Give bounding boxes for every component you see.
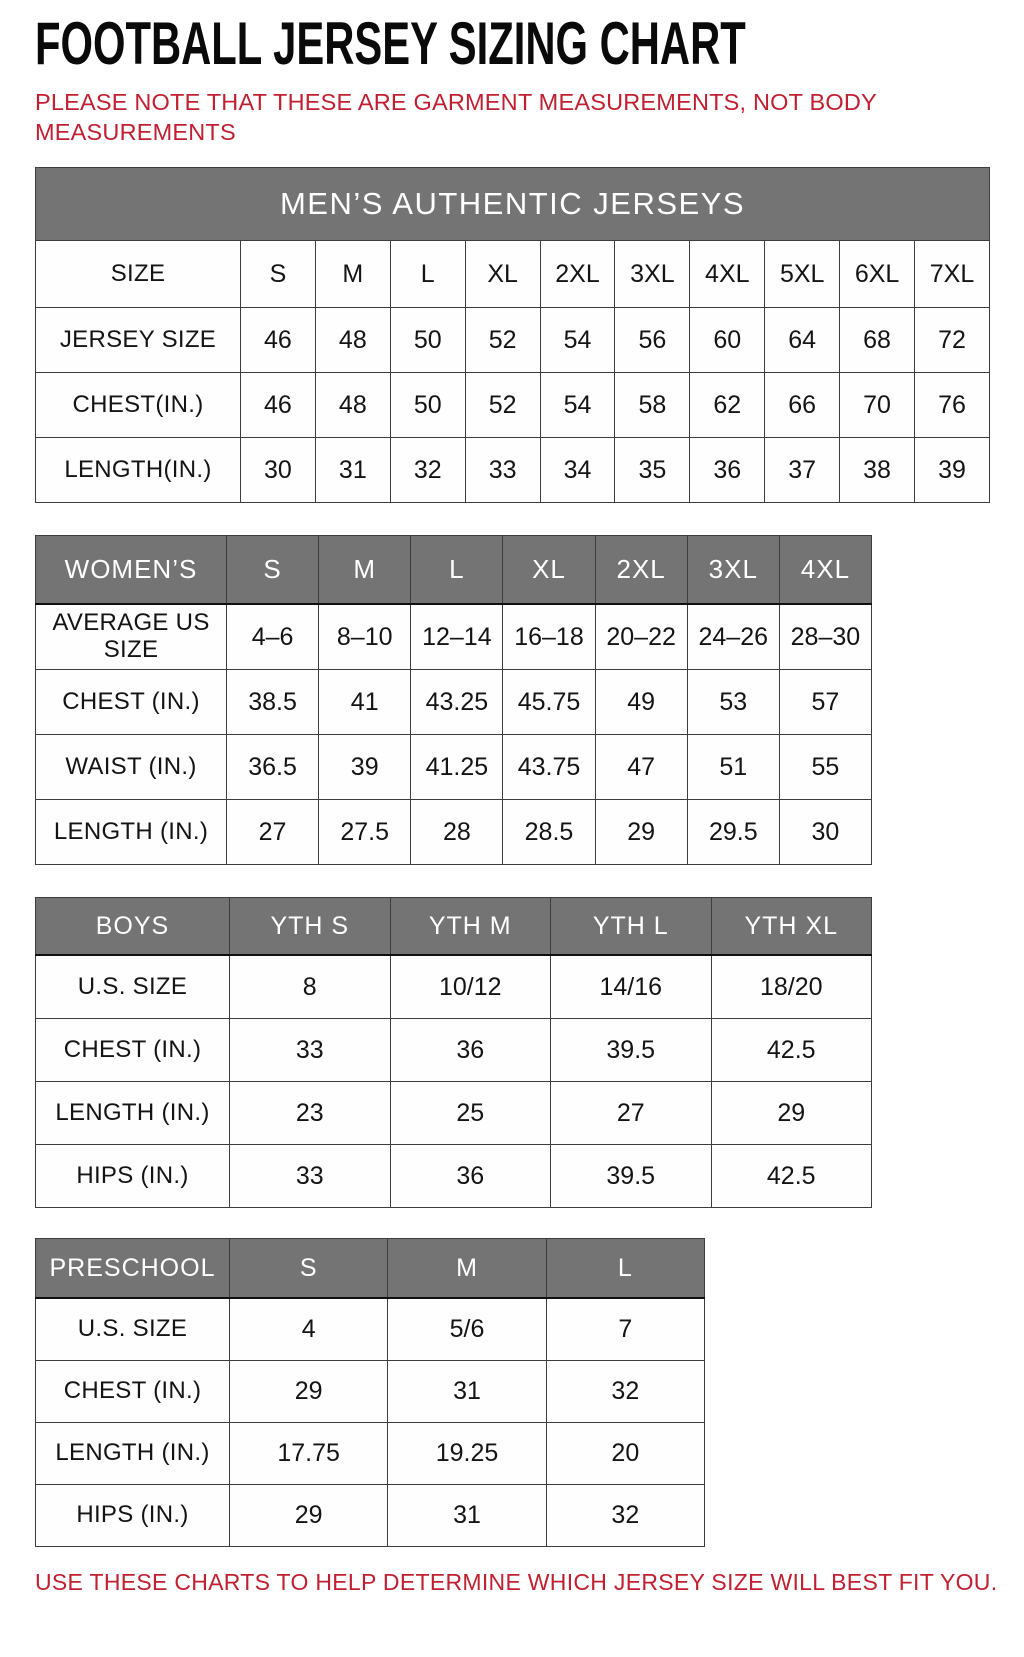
mens-row-label: CHEST(IN.) <box>36 373 241 438</box>
boys-row-label: CHEST (IN.) <box>36 1019 230 1082</box>
womens-value-cell: 41.25 <box>411 735 503 800</box>
mens-row <box>36 241 990 308</box>
page-title: FOOTBALL JERSEY SIZING CHART <box>35 9 746 78</box>
mens-value-cell: M <box>315 241 390 308</box>
preschool-column-header: M <box>388 1239 546 1299</box>
womens-row-label: AVERAGE US SIZE <box>36 604 227 670</box>
womens-value-cell: 16–18 <box>503 604 595 670</box>
womens-row <box>36 735 872 800</box>
womens-column-header: XL <box>503 536 595 605</box>
boys-row-label: U.S. SIZE <box>36 955 230 1019</box>
mens-value-cell: 70 <box>840 373 915 438</box>
mens-value-cell: XL <box>465 241 540 308</box>
womens-value-cell: 47 <box>595 735 687 800</box>
mens-value-cell: 32 <box>390 438 465 503</box>
preschool-sizing-table <box>35 1238 705 1547</box>
boys-value-cell: 10/12 <box>390 955 551 1019</box>
garment-measurements-note: PLEASE NOTE THAT THESE ARE GARMENT MEASUREMENTS, NOT BODY MEASUREMENTS <box>35 89 877 145</box>
preschool-value-cell: 31 <box>388 1485 546 1547</box>
womens-row-label: WAIST (IN.) <box>36 735 227 800</box>
mens-value-cell: 66 <box>765 373 840 438</box>
boys-value-cell: 33 <box>230 1145 391 1208</box>
womens-value-cell: 12–14 <box>411 604 503 670</box>
mens-value-cell: 46 <box>241 308 316 373</box>
boys-value-cell: 23 <box>230 1082 391 1145</box>
womens-column-header: 4XL <box>779 536 871 605</box>
womens-row <box>36 670 872 735</box>
boys-row <box>36 1082 872 1145</box>
boys-value-cell: 18/20 <box>711 955 872 1019</box>
womens-value-cell: 51 <box>687 735 779 800</box>
womens-value-cell: 8–10 <box>319 604 411 670</box>
boys-row <box>36 1019 872 1082</box>
boys-row-label: HIPS (IN.) <box>36 1145 230 1208</box>
mens-value-cell: 4XL <box>690 241 765 308</box>
mens-value-cell: 72 <box>915 308 990 373</box>
womens-row-label: LENGTH (IN.) <box>36 800 227 865</box>
mens-authentic-jerseys-table <box>35 167 990 503</box>
womens-value-cell: 28–30 <box>779 604 871 670</box>
womens-header-row <box>36 536 872 605</box>
preschool-header-row <box>36 1239 705 1299</box>
preschool-column-header: L <box>546 1239 704 1299</box>
womens-value-cell: 43.75 <box>503 735 595 800</box>
mens-row <box>36 438 990 503</box>
preschool-row <box>36 1298 705 1361</box>
womens-column-header: M <box>319 536 411 605</box>
womens-value-cell: 57 <box>779 670 871 735</box>
womens-sizing-table <box>35 535 872 865</box>
boys-row <box>36 1145 872 1208</box>
womens-column-header: 3XL <box>687 536 779 605</box>
womens-value-cell: 38.5 <box>227 670 319 735</box>
boys-value-cell: 42.5 <box>711 1019 872 1082</box>
preschool-value-cell: 29 <box>230 1361 388 1423</box>
womens-value-cell: 41 <box>319 670 411 735</box>
womens-column-header: 2XL <box>595 536 687 605</box>
womens-header-label: WOMEN’S <box>36 536 227 605</box>
preschool-value-cell: 32 <box>546 1485 704 1547</box>
boys-header-label: BOYS <box>36 898 230 956</box>
mens-value-cell: 60 <box>690 308 765 373</box>
boys-value-cell: 36 <box>390 1145 551 1208</box>
mens-value-cell: 36 <box>690 438 765 503</box>
boys-column-header: YTH XL <box>711 898 872 956</box>
mens-row-label: JERSEY SIZE <box>36 308 241 373</box>
womens-value-cell: 49 <box>595 670 687 735</box>
mens-value-cell: 34 <box>540 438 615 503</box>
mens-banner: MEN’S AUTHENTIC JERSEYS <box>36 168 990 241</box>
mens-row-label: SIZE <box>36 241 241 308</box>
mens-row <box>36 308 990 373</box>
mens-value-cell: 56 <box>615 308 690 373</box>
mens-value-cell: 52 <box>465 308 540 373</box>
mens-value-cell: 37 <box>765 438 840 503</box>
womens-value-cell: 29.5 <box>687 800 779 865</box>
womens-value-cell: 39 <box>319 735 411 800</box>
footer-note: USE THESE CHARTS TO HELP DETERMINE WHICH JERSEY SIZE WILL BEST FIT YOU. <box>35 1569 998 1596</box>
mens-value-cell: 64 <box>765 308 840 373</box>
preschool-row-label: HIPS (IN.) <box>36 1485 230 1547</box>
mens-value-cell: 38 <box>840 438 915 503</box>
preschool-row <box>36 1361 705 1423</box>
womens-value-cell: 29 <box>595 800 687 865</box>
preschool-value-cell: 7 <box>546 1298 704 1361</box>
boys-value-cell: 39.5 <box>551 1019 712 1082</box>
womens-value-cell: 27 <box>227 800 319 865</box>
mens-value-cell: 31 <box>315 438 390 503</box>
preschool-row-label: CHEST (IN.) <box>36 1361 230 1423</box>
preschool-row-label: LENGTH (IN.) <box>36 1423 230 1485</box>
preschool-row-label: U.S. SIZE <box>36 1298 230 1361</box>
womens-row <box>36 800 872 865</box>
mens-value-cell: 30 <box>241 438 316 503</box>
mens-value-cell: 62 <box>690 373 765 438</box>
mens-value-cell: 46 <box>241 373 316 438</box>
mens-row <box>36 373 990 438</box>
boys-column-header: YTH S <box>230 898 391 956</box>
mens-value-cell: 5XL <box>765 241 840 308</box>
boys-column-header: YTH L <box>551 898 712 956</box>
boys-value-cell: 36 <box>390 1019 551 1082</box>
mens-value-cell: 50 <box>390 373 465 438</box>
preschool-row <box>36 1423 705 1485</box>
mens-value-cell: 52 <box>465 373 540 438</box>
boys-value-cell: 25 <box>390 1082 551 1145</box>
preschool-value-cell: 19.25 <box>388 1423 546 1485</box>
preschool-column-header: S <box>230 1239 388 1299</box>
preschool-value-cell: 32 <box>546 1361 704 1423</box>
preschool-value-cell: 20 <box>546 1423 704 1485</box>
mens-row-label: LENGTH(IN.) <box>36 438 241 503</box>
preschool-header-label: PRESCHOOL <box>36 1239 230 1299</box>
mens-value-cell: 7XL <box>915 241 990 308</box>
boys-value-cell: 39.5 <box>551 1145 712 1208</box>
womens-value-cell: 53 <box>687 670 779 735</box>
boys-sizing-table <box>35 897 872 1208</box>
womens-value-cell: 43.25 <box>411 670 503 735</box>
mens-value-cell: 76 <box>915 373 990 438</box>
preschool-row <box>36 1485 705 1547</box>
mens-value-cell: 50 <box>390 308 465 373</box>
mens-value-cell: 48 <box>315 308 390 373</box>
preschool-value-cell: 4 <box>230 1298 388 1361</box>
mens-value-cell: 2XL <box>540 241 615 308</box>
boys-row-label: LENGTH (IN.) <box>36 1082 230 1145</box>
boys-header-row <box>36 898 872 956</box>
preschool-value-cell: 17.75 <box>230 1423 388 1485</box>
mens-value-cell: 35 <box>615 438 690 503</box>
boys-value-cell: 8 <box>230 955 391 1019</box>
preschool-value-cell: 5/6 <box>388 1298 546 1361</box>
boys-value-cell: 42.5 <box>711 1145 872 1208</box>
mens-value-cell: 48 <box>315 373 390 438</box>
boys-row <box>36 955 872 1019</box>
womens-column-header: L <box>411 536 503 605</box>
womens-value-cell: 27.5 <box>319 800 411 865</box>
womens-value-cell: 30 <box>779 800 871 865</box>
womens-value-cell: 4–6 <box>227 604 319 670</box>
boys-column-header: YTH M <box>390 898 551 956</box>
mens-value-cell: 39 <box>915 438 990 503</box>
mens-value-cell: S <box>241 241 316 308</box>
boys-value-cell: 14/16 <box>551 955 712 1019</box>
mens-value-cell: 58 <box>615 373 690 438</box>
mens-value-cell: 54 <box>540 308 615 373</box>
womens-value-cell: 45.75 <box>503 670 595 735</box>
boys-value-cell: 29 <box>711 1082 872 1145</box>
womens-row <box>36 604 872 670</box>
boys-value-cell: 33 <box>230 1019 391 1082</box>
womens-column-header: S <box>227 536 319 605</box>
mens-value-cell: 68 <box>840 308 915 373</box>
womens-value-cell: 28.5 <box>503 800 595 865</box>
womens-value-cell: 20–22 <box>595 604 687 670</box>
preschool-value-cell: 31 <box>388 1361 546 1423</box>
womens-value-cell: 55 <box>779 735 871 800</box>
womens-value-cell: 28 <box>411 800 503 865</box>
womens-row-label: CHEST (IN.) <box>36 670 227 735</box>
womens-value-cell: 36.5 <box>227 735 319 800</box>
mens-value-cell: 33 <box>465 438 540 503</box>
preschool-value-cell: 29 <box>230 1485 388 1547</box>
boys-value-cell: 27 <box>551 1082 712 1145</box>
mens-value-cell: 54 <box>540 373 615 438</box>
mens-banner-row <box>36 168 990 241</box>
mens-value-cell: 6XL <box>840 241 915 308</box>
womens-value-cell: 24–26 <box>687 604 779 670</box>
mens-value-cell: 3XL <box>615 241 690 308</box>
mens-value-cell: L <box>390 241 465 308</box>
